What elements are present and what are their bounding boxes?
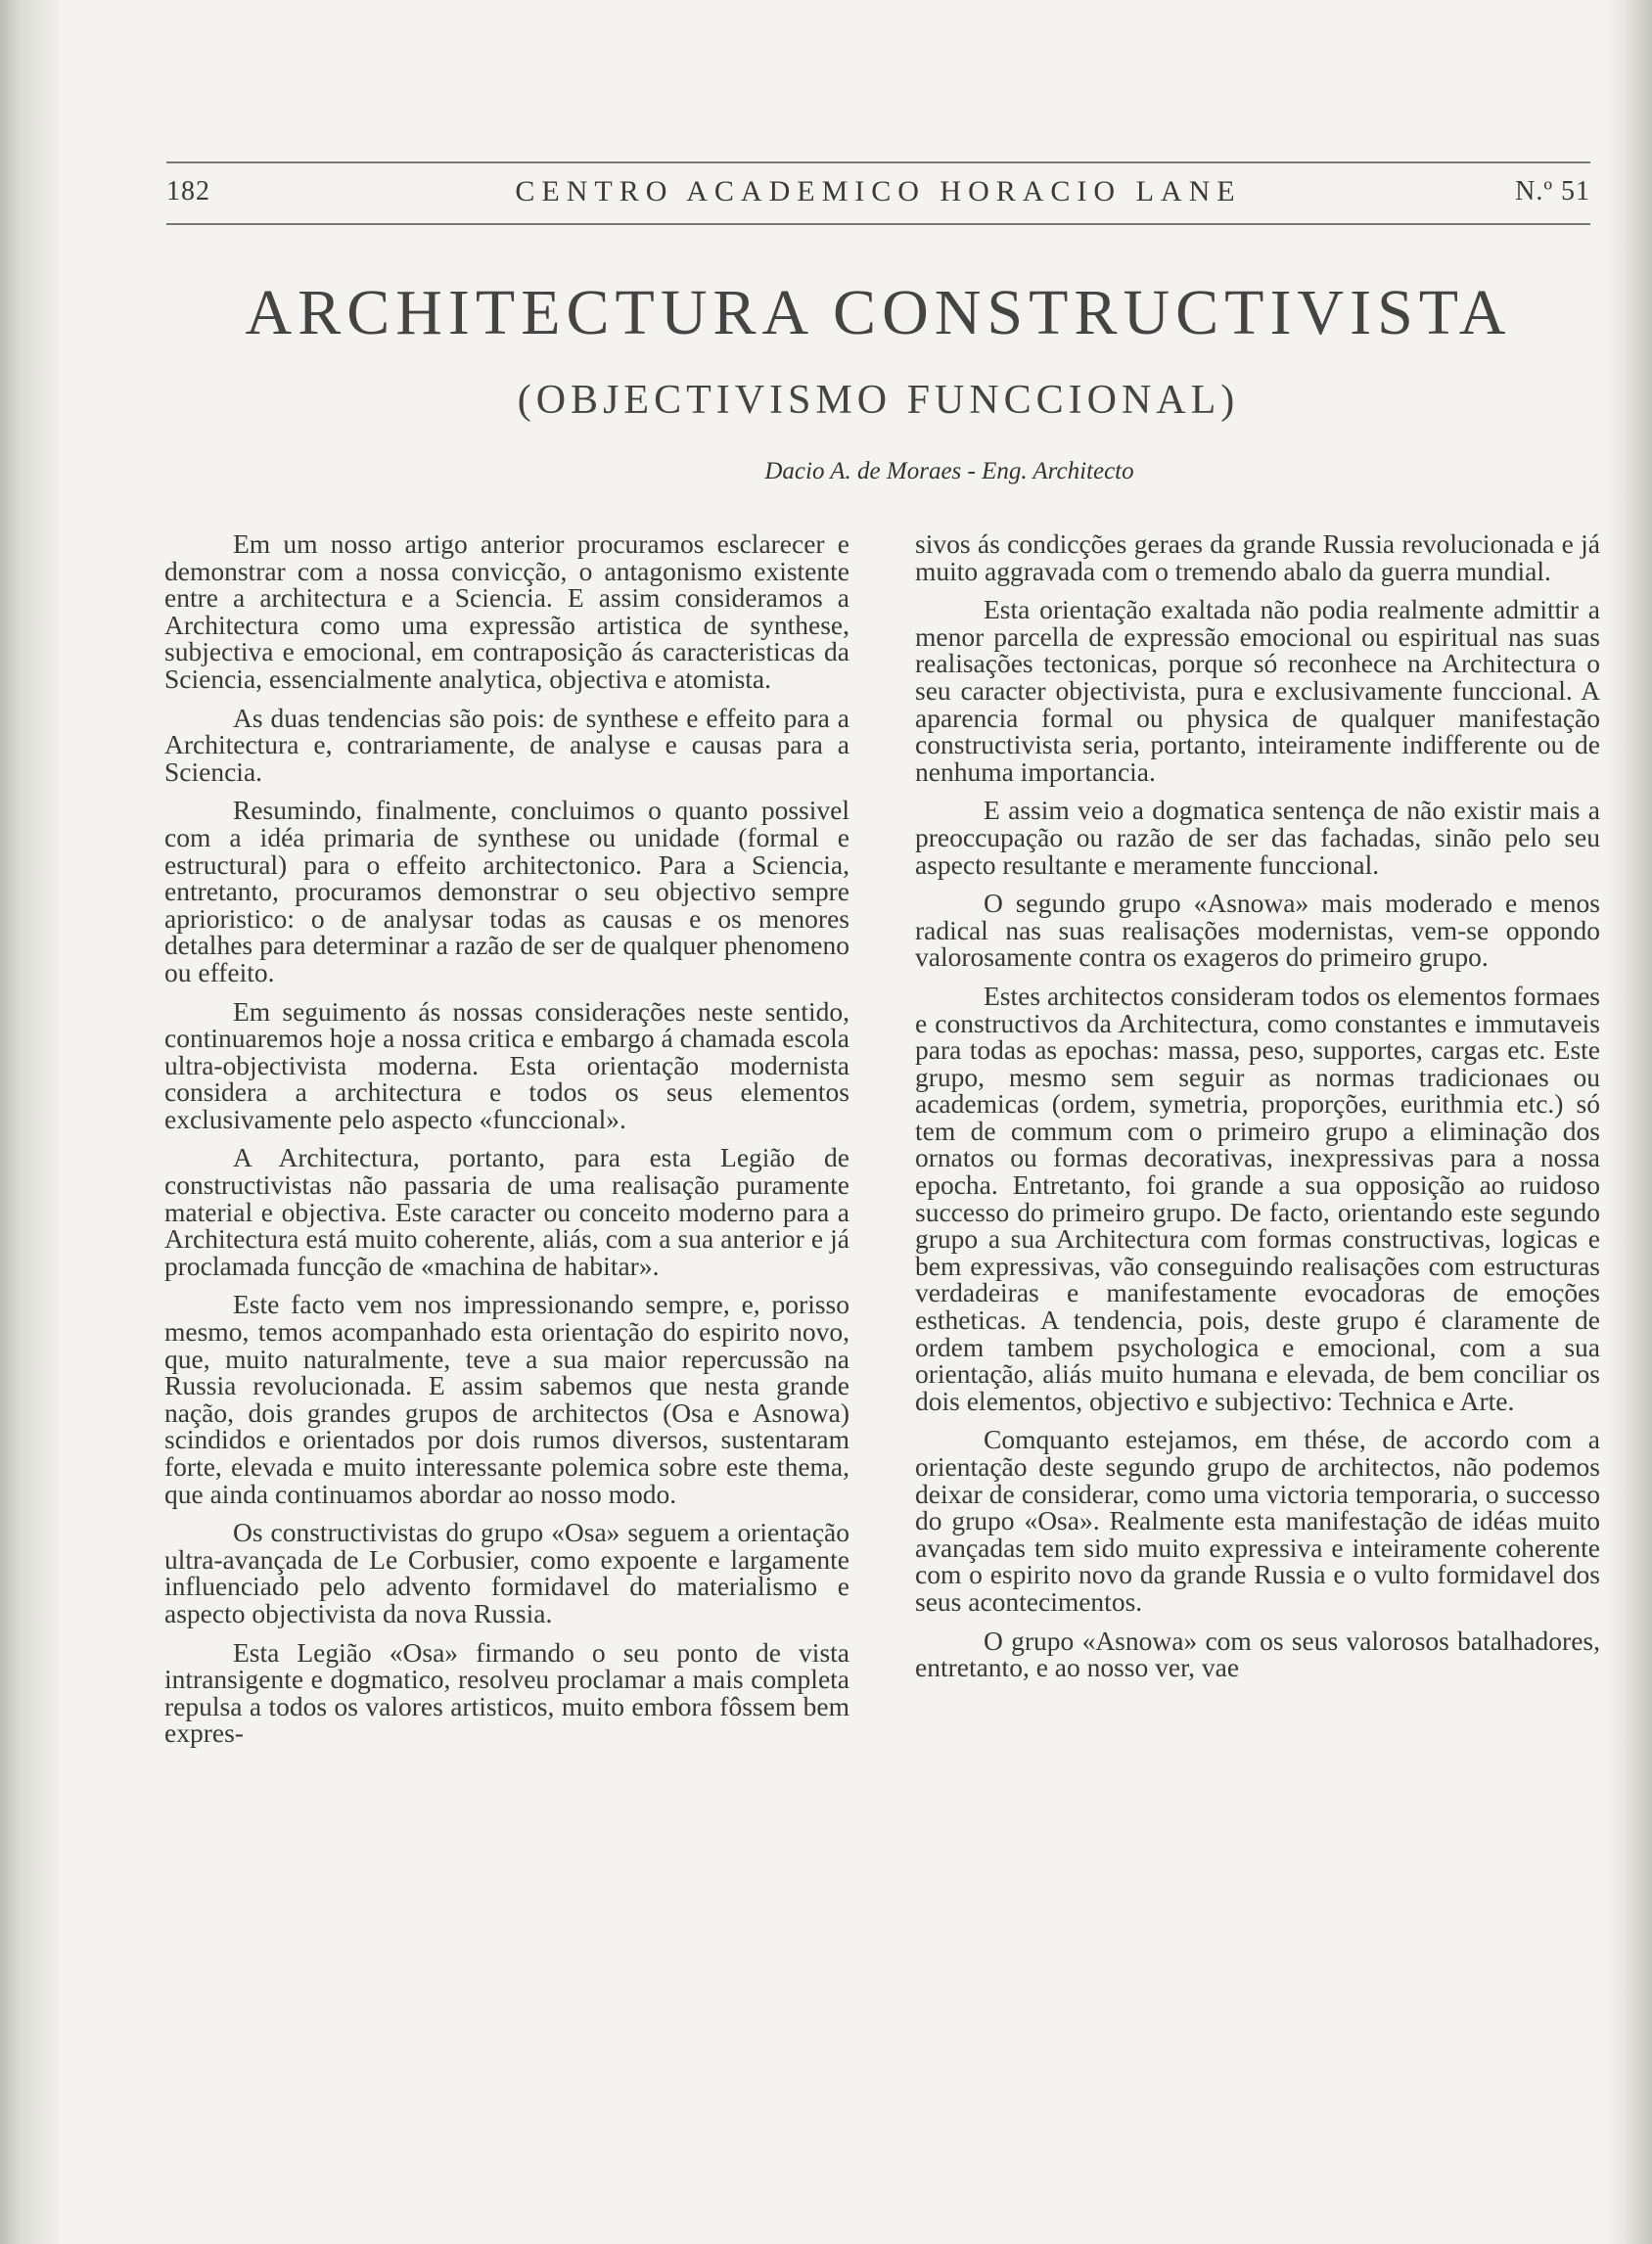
- journal-name: CENTRO ACADEMICO HORACIO LANE: [515, 175, 1242, 207]
- paragraph: Resumindo, finalmente, concluimos o quanto possivel com a idéa primaria de synthese ou unidade (formal e estructural) para o effeito architectonico. Para a Sciencia, entretanto, procuramos demonstrar o seu objectivo sempre aprioristico: o de analysar todas as causas e os menores detalhes para determinar a razão de ser de qualquer phenomeno ou effeito.: [164, 795, 849, 987]
- paragraph: Os constructivistas do grupo «Osa» seguem a orientação ultra-avançada de Le Corbusier, como expoente e largamente influenciado pelo advento formidavel do materialismo e aspecto objectivista da nova Russia.: [164, 1517, 849, 1628]
- scan-edge-left: [0, 0, 59, 2244]
- scan-edge-right: [1605, 0, 1652, 2244]
- header-rule-top: [166, 161, 1590, 163]
- paragraph: Estes architectos consideram todos os elementos formaes e constructivos da Architectura, como constantes e immutaveis para todas as epochas: massa, peso, supportes, cargas etc. Este grupo, mesmo sem seguir as normas tradicionaes ou academicas (ordem, symetria, proporções, eurithmia etc.) só tem de commum com o primeiro grupo a eliminação dos ornatos ou formas decorativas, inexpressivas para a nossa epocha. Entretanto, foi grande a sua opposição ao ruidoso successo do primeiro grupo. De facto, orientando este segundo grupo a sua Architectura com formas constructivas, logicas e bem expressivas, vão conseguindo realisações com estructuras verdadeiras e manifestamente evocadoras de emoções estheticas. A tendencia, pois, deste grupo é claramente de ordem tambem psychologica e emocional, com a sua orientação, aliás muito humana e elevada, de bem conciliar os dois elementos, objectivo e subjectivo: Technica e Arte.: [915, 980, 1600, 1416]
- paragraph: Esta orientação exaltada não podia realmente admittir a menor parcella de expressão emocional ou espiritual nas suas realisações tectonicas, porque só reconhece na Architectura o seu caracter objectivista, pura e exclusivamente funccional. A aparencia formal ou physica de qualquer manifestação constructivista seria, portanto, inteiramente indifferente ou de nenhuma importancia.: [915, 594, 1600, 787]
- paragraph: Esta Legião «Osa» firmando o seu ponto de vista intransigente e dogmatico, resolveu proclamar a mais completa repulsa a todos os valores artisticos, muito embora fôssem bem expres-: [164, 1636, 849, 1749]
- paragraph: A Architectura, portanto, para esta Legião de constructivistas não passaria de uma realisação puramente material e objectiva. Este caracter ou conceito moderno para a Architectura está muito coherente, aliás, com a sua anterior e já proclamada funcção de «machina de habitar».: [164, 1142, 849, 1281]
- article-author: Dacio A. de Moraes - Eng. Architecto: [764, 458, 1134, 484]
- paragraph: O grupo «Asnowa» com os seus valorosos batalhadores, entretanto, e ao nosso ver, vae: [915, 1625, 1600, 1683]
- paragraph: Em seguimento ás nossas considerações neste sentido, continuaremos hoje a nossa critica e embargo á chamada escola ultra-objectivista moderna. Esta orientação modernista considera a architectura e todos os seus elementos exclusivamente pelo aspecto «funccional».: [164, 995, 849, 1134]
- header-rule-bottom: [166, 223, 1590, 225]
- paragraph: Este facto vem nos impressionando sempre, e, porisso mesmo, temos acompanhado esta orientação do espirito novo, que, muito naturalmente, teve a sua maior repercussão na Russia revolucionada. E assim sabemos que nesta grande nação, dois grandes grupos de architectos (Osa e Asnowa) scindidos e orientados por dois rumos diversos, sustentaram forte, elevada e muito interessante polemica sobre este thema, que ainda continuamos abordar ao nosso modo.: [164, 1289, 849, 1509]
- paragraph: E assim veio a dogmatica sentença de não existir mais a preoccupação ou razão de ser das fachadas, sinão pelo seu aspecto resultante e meramente funccional.: [915, 795, 1600, 880]
- text-column-left: [164, 530, 849, 1759]
- article-subtitle: (OBJECTIVISMO FUNCCIONAL): [517, 378, 1240, 423]
- paragraph: Comquanto estejamos, em thése, de accordo com a orientação deste segundo grupo de architectos, não podemos deixar de considerar, como uma victoria temporaria, o successo do grupo «Osa». Realmente esta manifestação de idéas muito avançadas tem sido muito expressiva e inteiramente coherente com o espirito novo da grande Russia e o vulto formidavel dos seus acontecimentos.: [915, 1424, 1600, 1617]
- page-number: 182: [166, 176, 210, 206]
- issue-number: N.º 51: [1515, 176, 1590, 206]
- article-title: ARCHITECTURA CONSTRUCTIVISTA: [245, 277, 1512, 348]
- paragraph: O segundo grupo «Asnowa» mais moderado e menos radical nas suas realisações modernistas, vem-se oppondo valorosamente contra os exageros do primeiro grupo.: [915, 888, 1600, 973]
- text-column-right: [915, 530, 1600, 1693]
- paragraph-continued: sivos ás condicções geraes da grande Russia revolucionada e já muito aggravada com o tremendo abalo da guerra mundial.: [915, 528, 1600, 586]
- running-header: [166, 152, 1590, 225]
- paragraph: Em um nosso artigo anterior procuramos esclarecer e demonstrar com a nossa convicção, o antagonismo existente entre a architectura e a Sciencia. E assim consideramos a Architectura como uma expressão artistica de synthese, subjectiva e emocional, em contraposição ás caracteristicas da Sciencia, essencialmente analytica, objectiva e atomista.: [164, 528, 849, 694]
- paragraph: As duas tendencias são pois: de synthese e effeito para a Architectura e, contrariamente, de analyse e causas para a Sciencia.: [164, 702, 849, 787]
